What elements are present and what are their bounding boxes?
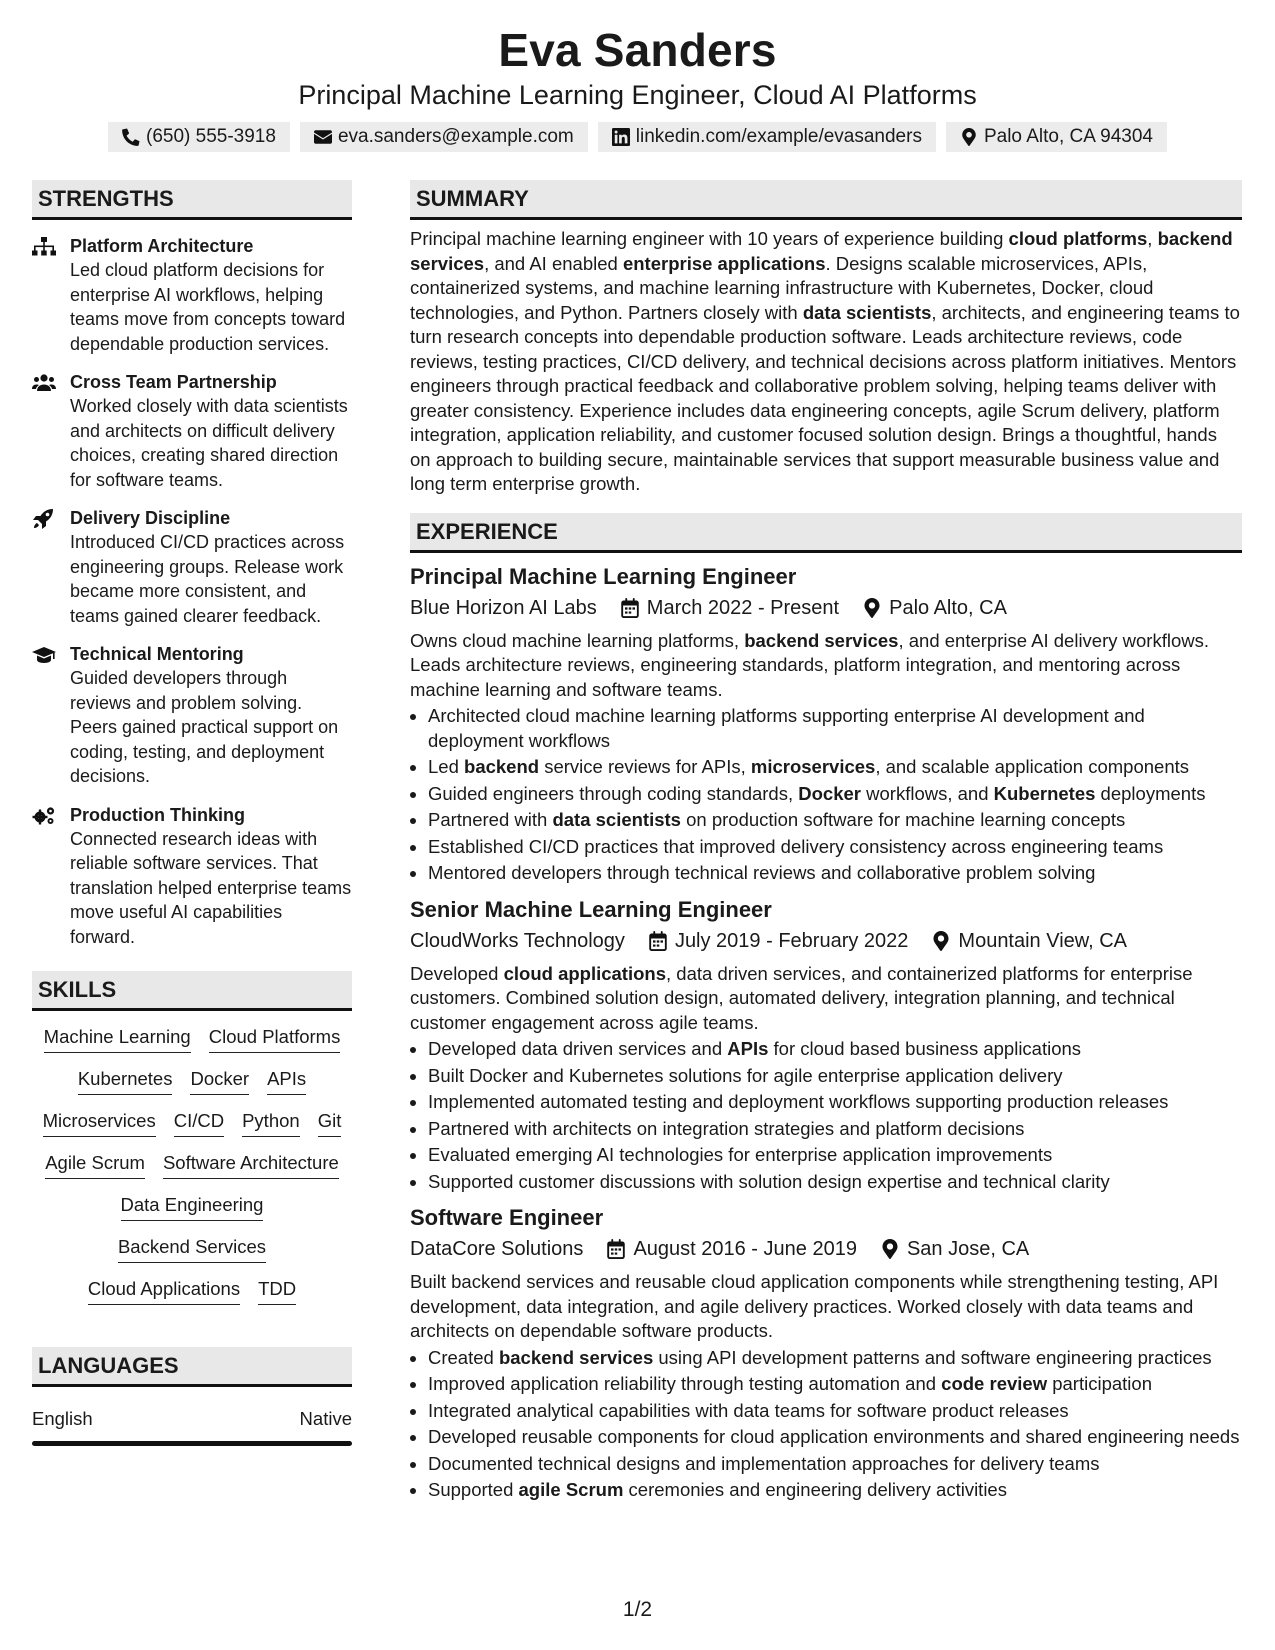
strength-item bbox=[32, 370, 352, 492]
page-number: 1/2 bbox=[622, 1598, 653, 1621]
job-meta bbox=[410, 594, 1242, 622]
job-entry bbox=[410, 1204, 1242, 1503]
job-bullet: • Mentored developers through technical reviews and collaborative problem solving bbox=[428, 861, 1242, 886]
skill-tag: Git bbox=[318, 1109, 342, 1137]
job-bullet: • Created backend services using API development patterns and software engineering practices bbox=[428, 1346, 1242, 1371]
job-location: San Jose, CA bbox=[906, 1238, 1030, 1260]
job-bullet: • Developed data driven services and APIs for cloud based business applications bbox=[428, 1037, 1242, 1062]
highlight-term: APIs bbox=[727, 1038, 769, 1059]
skill-tag: APIs bbox=[267, 1067, 306, 1095]
skill-tag: Agile Scrum bbox=[45, 1151, 145, 1179]
location-icon bbox=[863, 598, 881, 618]
language-item bbox=[32, 1407, 352, 1431]
job-meta bbox=[410, 1235, 1242, 1263]
job-bullet: • Established CI/CD practices that improved delivery consistency across engineering teams bbox=[428, 835, 1242, 860]
contact-phone[interactable] bbox=[108, 122, 290, 152]
job-bullet: • Partnered with architects on integration strategies and platform decisions bbox=[428, 1117, 1242, 1142]
job-bullet: • Evaluated emerging AI technologies for enterprise application improvements bbox=[428, 1143, 1242, 1168]
job-bullets bbox=[410, 1346, 1242, 1503]
job-location: Palo Alto, CA bbox=[889, 596, 1007, 619]
calendar-icon bbox=[607, 1239, 625, 1259]
job-bullet: • Developed reusable components for cloud application environments and shared engineering needs bbox=[428, 1425, 1242, 1450]
graduation-cap-icon bbox=[32, 645, 56, 665]
job-bullet: • Partnered with data scientists on production software for machine learning concepts bbox=[428, 808, 1242, 833]
skill-tag: Docker bbox=[190, 1067, 249, 1095]
location-icon bbox=[932, 931, 950, 951]
skill-tag: CI/CD bbox=[174, 1109, 224, 1137]
job-description: Built backend services and reusable cloud application components while strengthening testing, API development, data integration, and agile delivery practices. Worked closely with data teams and architects on dependable software products. bbox=[410, 1271, 1219, 1341]
highlight-term: Kubernetes bbox=[993, 782, 1096, 804]
calendar-icon bbox=[649, 931, 667, 951]
highlight-term: microservices bbox=[750, 756, 876, 777]
skill-tag: Python bbox=[242, 1109, 300, 1137]
contact-email[interactable] bbox=[300, 122, 588, 152]
strength-desc: Led cloud platform decisions for enterprise AI workflows, helping teams move from concepts toward dependable production services. bbox=[70, 260, 346, 354]
job-bullet: • Implemented automated testing and deployment workflows supporting production releases bbox=[428, 1090, 1242, 1115]
highlight-term: cloud applications bbox=[503, 962, 667, 984]
strength-title: Cross Team Partnership bbox=[70, 372, 277, 392]
strength-desc: Connected research ideas with reliable software services. That translation helped enterprise teams move useful AI capabilities forward. bbox=[70, 828, 352, 947]
users-icon bbox=[32, 373, 56, 393]
skill-row bbox=[78, 1067, 306, 1095]
skill-tag: Cloud Platforms bbox=[209, 1025, 341, 1053]
experience-heading: EXPERIENCE bbox=[410, 513, 1242, 553]
job-title: Software Engineer bbox=[410, 1205, 604, 1230]
location-icon bbox=[960, 128, 978, 146]
experience-list bbox=[410, 563, 1242, 1503]
highlight-term: agile Scrum bbox=[518, 1479, 624, 1500]
job-location: Mountain View, CA bbox=[958, 929, 1128, 952]
job-bullet: • Supported customer discussions with solution design expertise and technical clarity bbox=[428, 1170, 1242, 1195]
highlight-term: cloud platforms bbox=[1008, 228, 1148, 249]
job-title: Senior Machine Learning Engineer bbox=[410, 896, 772, 922]
highlight-term: enterprise applications bbox=[622, 252, 826, 274]
contact-location-text: Palo Alto, CA 94304 bbox=[983, 126, 1153, 147]
strength-title: Platform Architecture bbox=[70, 236, 254, 256]
contact-phone-text: (650) 555-3918 bbox=[146, 126, 276, 147]
highlight-term: backend services bbox=[744, 629, 899, 651]
job-entry bbox=[410, 896, 1242, 1195]
job-bullet: • Built Docker and Kubernetes solutions for agile enterprise application delivery bbox=[428, 1064, 1242, 1089]
strength-desc: Worked closely with data scientists and architects on difficult delivery choices, creating shared direction for software teams. bbox=[70, 396, 348, 490]
job-bullet: • Architected cloud machine learning platforms supporting enterprise AI development and deployment workflows bbox=[428, 704, 1242, 753]
job-description: Developed cloud applications, data driven services, and containerized platforms for enterprise customers. Combined solution design, automated delivery, integration planning, and technical customer engagement across agile teams. bbox=[410, 962, 1193, 1033]
strength-title: Production Thinking bbox=[70, 804, 245, 825]
contact-location[interactable] bbox=[946, 122, 1167, 152]
linkedin-icon bbox=[612, 128, 630, 146]
job-bullet: • Integrated analytical capabilities with data teams for software product releases bbox=[428, 1399, 1242, 1424]
strength-item bbox=[32, 234, 352, 356]
job-bullets bbox=[410, 704, 1242, 886]
location-icon bbox=[881, 1239, 899, 1259]
job-bullets bbox=[410, 1037, 1242, 1194]
job-bullet: • Supported agile Scrum ceremonies and engineering delivery activities bbox=[428, 1478, 1242, 1503]
highlight-term: backend bbox=[464, 756, 540, 777]
highlight-term: data scientists bbox=[552, 809, 681, 830]
candidate-name: Eva Sanders bbox=[498, 24, 777, 76]
skill-tag: Kubernetes bbox=[78, 1067, 173, 1095]
strength-title: Delivery Discipline bbox=[70, 508, 231, 528]
sitemap-icon bbox=[32, 237, 56, 257]
candidate-title: Principal Machine Learning Engineer, Cloud AI Platforms bbox=[298, 80, 977, 110]
resume-header bbox=[0, 0, 1275, 152]
strength-desc: Guided developers through reviews and problem solving. Peers gained practical support on coding, testing, and deployment decisions. bbox=[70, 668, 339, 786]
job-dates: March 2022 - Present bbox=[646, 596, 840, 619]
job-title: Principal Machine Learning Engineer bbox=[410, 563, 797, 589]
contact-linkedin[interactable] bbox=[598, 122, 936, 152]
rocket-icon bbox=[32, 509, 56, 529]
strength-desc: Introduced CI/CD practices across engineering groups. Release work became more consistent, and teams gained clearer feedback. bbox=[70, 532, 345, 626]
skill-tag: Cloud Applications bbox=[88, 1277, 240, 1305]
skill-tag: Data Engineering bbox=[121, 1193, 264, 1221]
languages-heading: LANGUAGES bbox=[32, 1347, 352, 1387]
strengths-heading: STRENGTHS bbox=[32, 180, 352, 220]
strength-item bbox=[32, 803, 352, 950]
job-company: CloudWorks Technology bbox=[410, 929, 625, 952]
phone-icon bbox=[122, 128, 140, 146]
skills-heading: SKILLS bbox=[32, 971, 352, 1011]
strength-item bbox=[32, 506, 352, 628]
strength-item bbox=[32, 642, 352, 789]
highlight-term: code review bbox=[941, 1373, 1048, 1394]
contact-bar bbox=[0, 122, 1275, 152]
skill-row bbox=[43, 1109, 342, 1137]
skill-row bbox=[118, 1235, 266, 1263]
skill-row bbox=[121, 1193, 264, 1221]
strength-title: Technical Mentoring bbox=[70, 644, 244, 664]
contact-email-text: eva.sanders@example.com bbox=[337, 126, 574, 147]
highlight-term: data scientists bbox=[802, 301, 932, 323]
job-dates: August 2016 - June 2019 bbox=[633, 1238, 857, 1260]
skill-tag: Backend Services bbox=[118, 1235, 266, 1263]
job-company: Blue Horizon AI Labs bbox=[410, 596, 597, 619]
envelope-icon bbox=[314, 128, 332, 146]
summary-heading: SUMMARY bbox=[410, 180, 1242, 220]
skill-tag: Microservices bbox=[43, 1109, 156, 1137]
highlight-term: backend services bbox=[498, 1346, 654, 1368]
skill-tag: TDD bbox=[258, 1277, 296, 1305]
skill-tag: Software Architecture bbox=[163, 1151, 339, 1179]
language-proficiency-bar bbox=[32, 1441, 352, 1446]
skill-row bbox=[88, 1277, 296, 1305]
skill-row bbox=[44, 1025, 341, 1053]
gears-icon bbox=[32, 806, 56, 826]
right-column bbox=[410, 180, 1242, 1505]
job-bullet: • Improved application reliability through testing automation and code review participation bbox=[428, 1372, 1242, 1397]
language-level: Native bbox=[299, 1408, 352, 1429]
calendar-icon bbox=[621, 598, 639, 618]
job-dates: July 2019 - February 2022 bbox=[674, 929, 909, 952]
job-bullet: • Led backend service reviews for APIs, microservices, and scalable application components bbox=[428, 755, 1242, 780]
job-meta bbox=[410, 927, 1242, 955]
job-bullet: • Guided engineers through coding standards, Docker workflows, and Kubernetes deployments bbox=[428, 782, 1242, 807]
skills-list bbox=[32, 1025, 352, 1305]
skill-tag: Machine Learning bbox=[44, 1025, 191, 1053]
contact-linkedin-text: linkedin.com/example/evasanders bbox=[635, 126, 922, 147]
language-name: English bbox=[32, 1408, 93, 1429]
job-description: Owns cloud machine learning platforms, backend services, and enterprise AI delivery workflows. Leads architecture reviews, engineering standards, platform integration, and mentoring across machine learning and software teams. bbox=[410, 629, 1209, 700]
skill-row bbox=[45, 1151, 339, 1179]
job-bullet: • Documented technical designs and implementation approaches for delivery teams bbox=[428, 1452, 1242, 1477]
highlight-term: backend services bbox=[410, 228, 1233, 274]
job-company: DataCore Solutions bbox=[410, 1238, 584, 1260]
summary-text: Principal machine learning engineer with 10 years of experience building cloud platforms, backend services, and AI enabled enterprise applications. Designs scalable microservices, APIs, containerized systems, and machine learning infrastructure with Kubernetes, Docker, cloud technologies, and Python. Partners closely with data scientists, architects, and engineering teams to turn research concepts into dependable production software. Leads architecture reviews, code reviews, testing practices, CI/CD delivery, and technical decisions across platform initiatives. Mentors engineers through practical feedback and collaborative problem solving, helping teams deliver with greater consistency. Experience includes data engineering concepts, agile Scrum delivery, platform integration, application reliability, and customer focused solution design. Brings a thoughtful, hands on approach to building secure, maintainable services that support measurable business value and long term enterprise growth. bbox=[410, 228, 1240, 494]
highlight-term: Docker bbox=[798, 782, 861, 804]
job-entry bbox=[410, 563, 1242, 886]
left-column bbox=[32, 180, 352, 1446]
